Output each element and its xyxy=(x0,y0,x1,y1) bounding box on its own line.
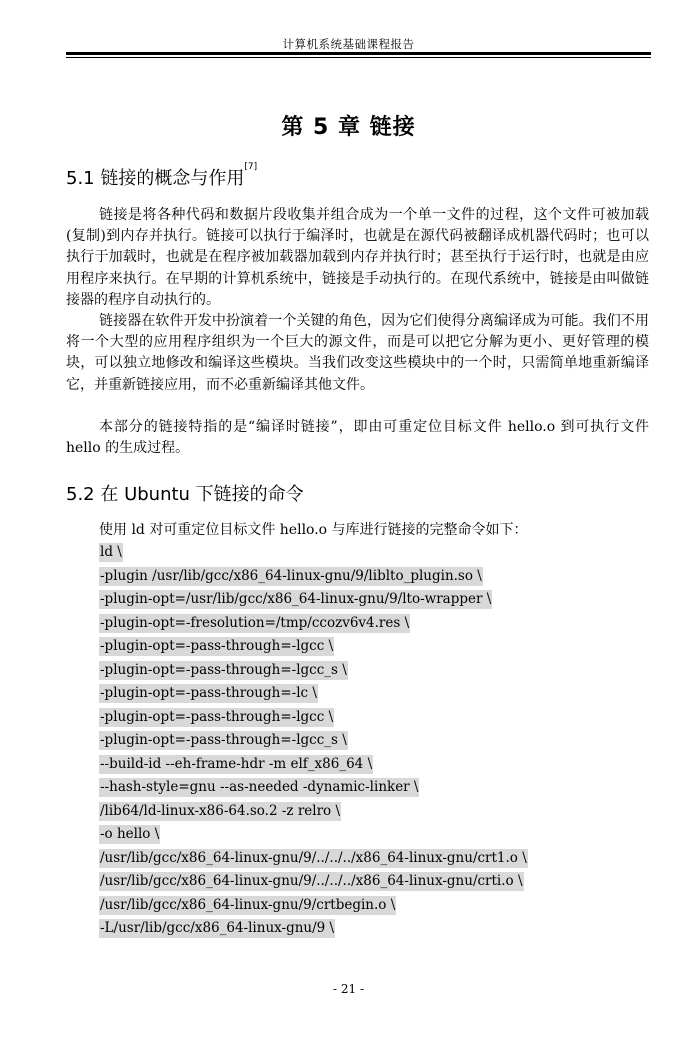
command-line: -plugin-opt=-pass-through=-lc \ xyxy=(100,685,317,701)
ld-command-block xyxy=(99,542,528,942)
command-line: -plugin-opt=-pass-through=-lgcc \ xyxy=(100,708,334,725)
chapter-title: 第 5 章 链接 xyxy=(281,115,416,140)
section-5-1-title: 5.1 链接的概念与作用 xyxy=(66,168,245,189)
command-line: -plugin-opt=-pass-through=-lgcc \ xyxy=(100,638,334,654)
running-header: 计算机系统基础课程报告 xyxy=(282,37,415,51)
command-line: ld \ xyxy=(100,544,122,560)
command-line: -plugin /usr/lib/gcc/x86_64-linux-gnu/9/liblto_plugin.so \ xyxy=(100,567,482,584)
paragraph-linking-definition: 链接是将各种代码和数据片段收集并组合成为一个单一文件的过程，这个文件可被加载(复制)到内存并执行。链接可以执行于编泽时，也就是在源代码被翻译成机器代码时；也可以执行于加载时，也就是在程序被加载器加载到内存并执行时；甚至执行于运行时，也就是由应用程序来执行。在早期的计算机系统中，链接是手动执行的。在现代系统中，链接是由叫做链接器的程序自动执行的。 xyxy=(66,207,649,308)
paragraph-linker-role: 链接器在软件开发中扮演着一个关键的角色，因为它们使得分离编译成为可能。我们不用将一个大型的应用程序组织为一个巨大的源文件，而是可以把它分解为更小、更好管理的模块，可以独立地修改和编译这些模块。当我们改变这些模块中的一个时，只需简单地重新编译它，并重新链接应用，而不必重新编译其他文件。 xyxy=(66,313,649,393)
command-line: /lib64/ld-linux-x86-64.so.2 -z relro \ xyxy=(100,802,340,819)
page-number: - 21 - xyxy=(332,982,364,996)
header-rule-thin xyxy=(66,57,651,58)
section-5-1-heading xyxy=(66,164,257,190)
paragraph-compile-time-linking: 本部分的链接特指的是“编译时链接”，即由可重定位目标文件 hello.o 到可执行文件 hello 的生成过程。 xyxy=(66,419,649,457)
command-line: /usr/lib/gcc/x86_64-linux-gnu/9/crtbegin.o \ xyxy=(100,896,396,913)
command-line: -plugin-opt=/usr/lib/gcc/x86_64-linux-gnu/9/lto-wrapper \ xyxy=(100,591,492,607)
header-rule-thick xyxy=(66,52,651,55)
command-line: -L/usr/lib/gcc/x86_64-linux-gnu/9 \ xyxy=(100,920,335,936)
command-line: --build-id --eh-frame-hdr -m elf_x86_64 \ xyxy=(100,755,373,772)
command-line: /usr/lib/gcc/x86_64-linux-gnu/9/../../../x86_64-linux-gnu/crti.o \ xyxy=(100,873,523,889)
command-line: -plugin-opt=-pass-through=-lgcc_s \ xyxy=(100,732,347,748)
command-line: /usr/lib/gcc/x86_64-linux-gnu/9/../../../x86_64-linux-gnu/crt1.o \ xyxy=(100,849,527,866)
citation-ref: [7] xyxy=(244,162,258,172)
command-line: -plugin-opt=-fresolution=/tmp/ccozv6v4.res \ xyxy=(100,614,410,631)
command-line: -plugin-opt=-pass-through=-lgcc_s \ xyxy=(100,661,347,678)
section-5-2-heading: 5.2 在 Ubuntu 下链接的命令 xyxy=(66,484,304,505)
command-intro: 使用 ld 对可重定位目标文件 hello.o 与库进行链接的完整命令如下： xyxy=(99,522,528,538)
command-line: --hash-style=gnu --as-needed -dynamic-linker \ xyxy=(100,779,419,795)
command-line: -o hello \ xyxy=(100,826,160,842)
